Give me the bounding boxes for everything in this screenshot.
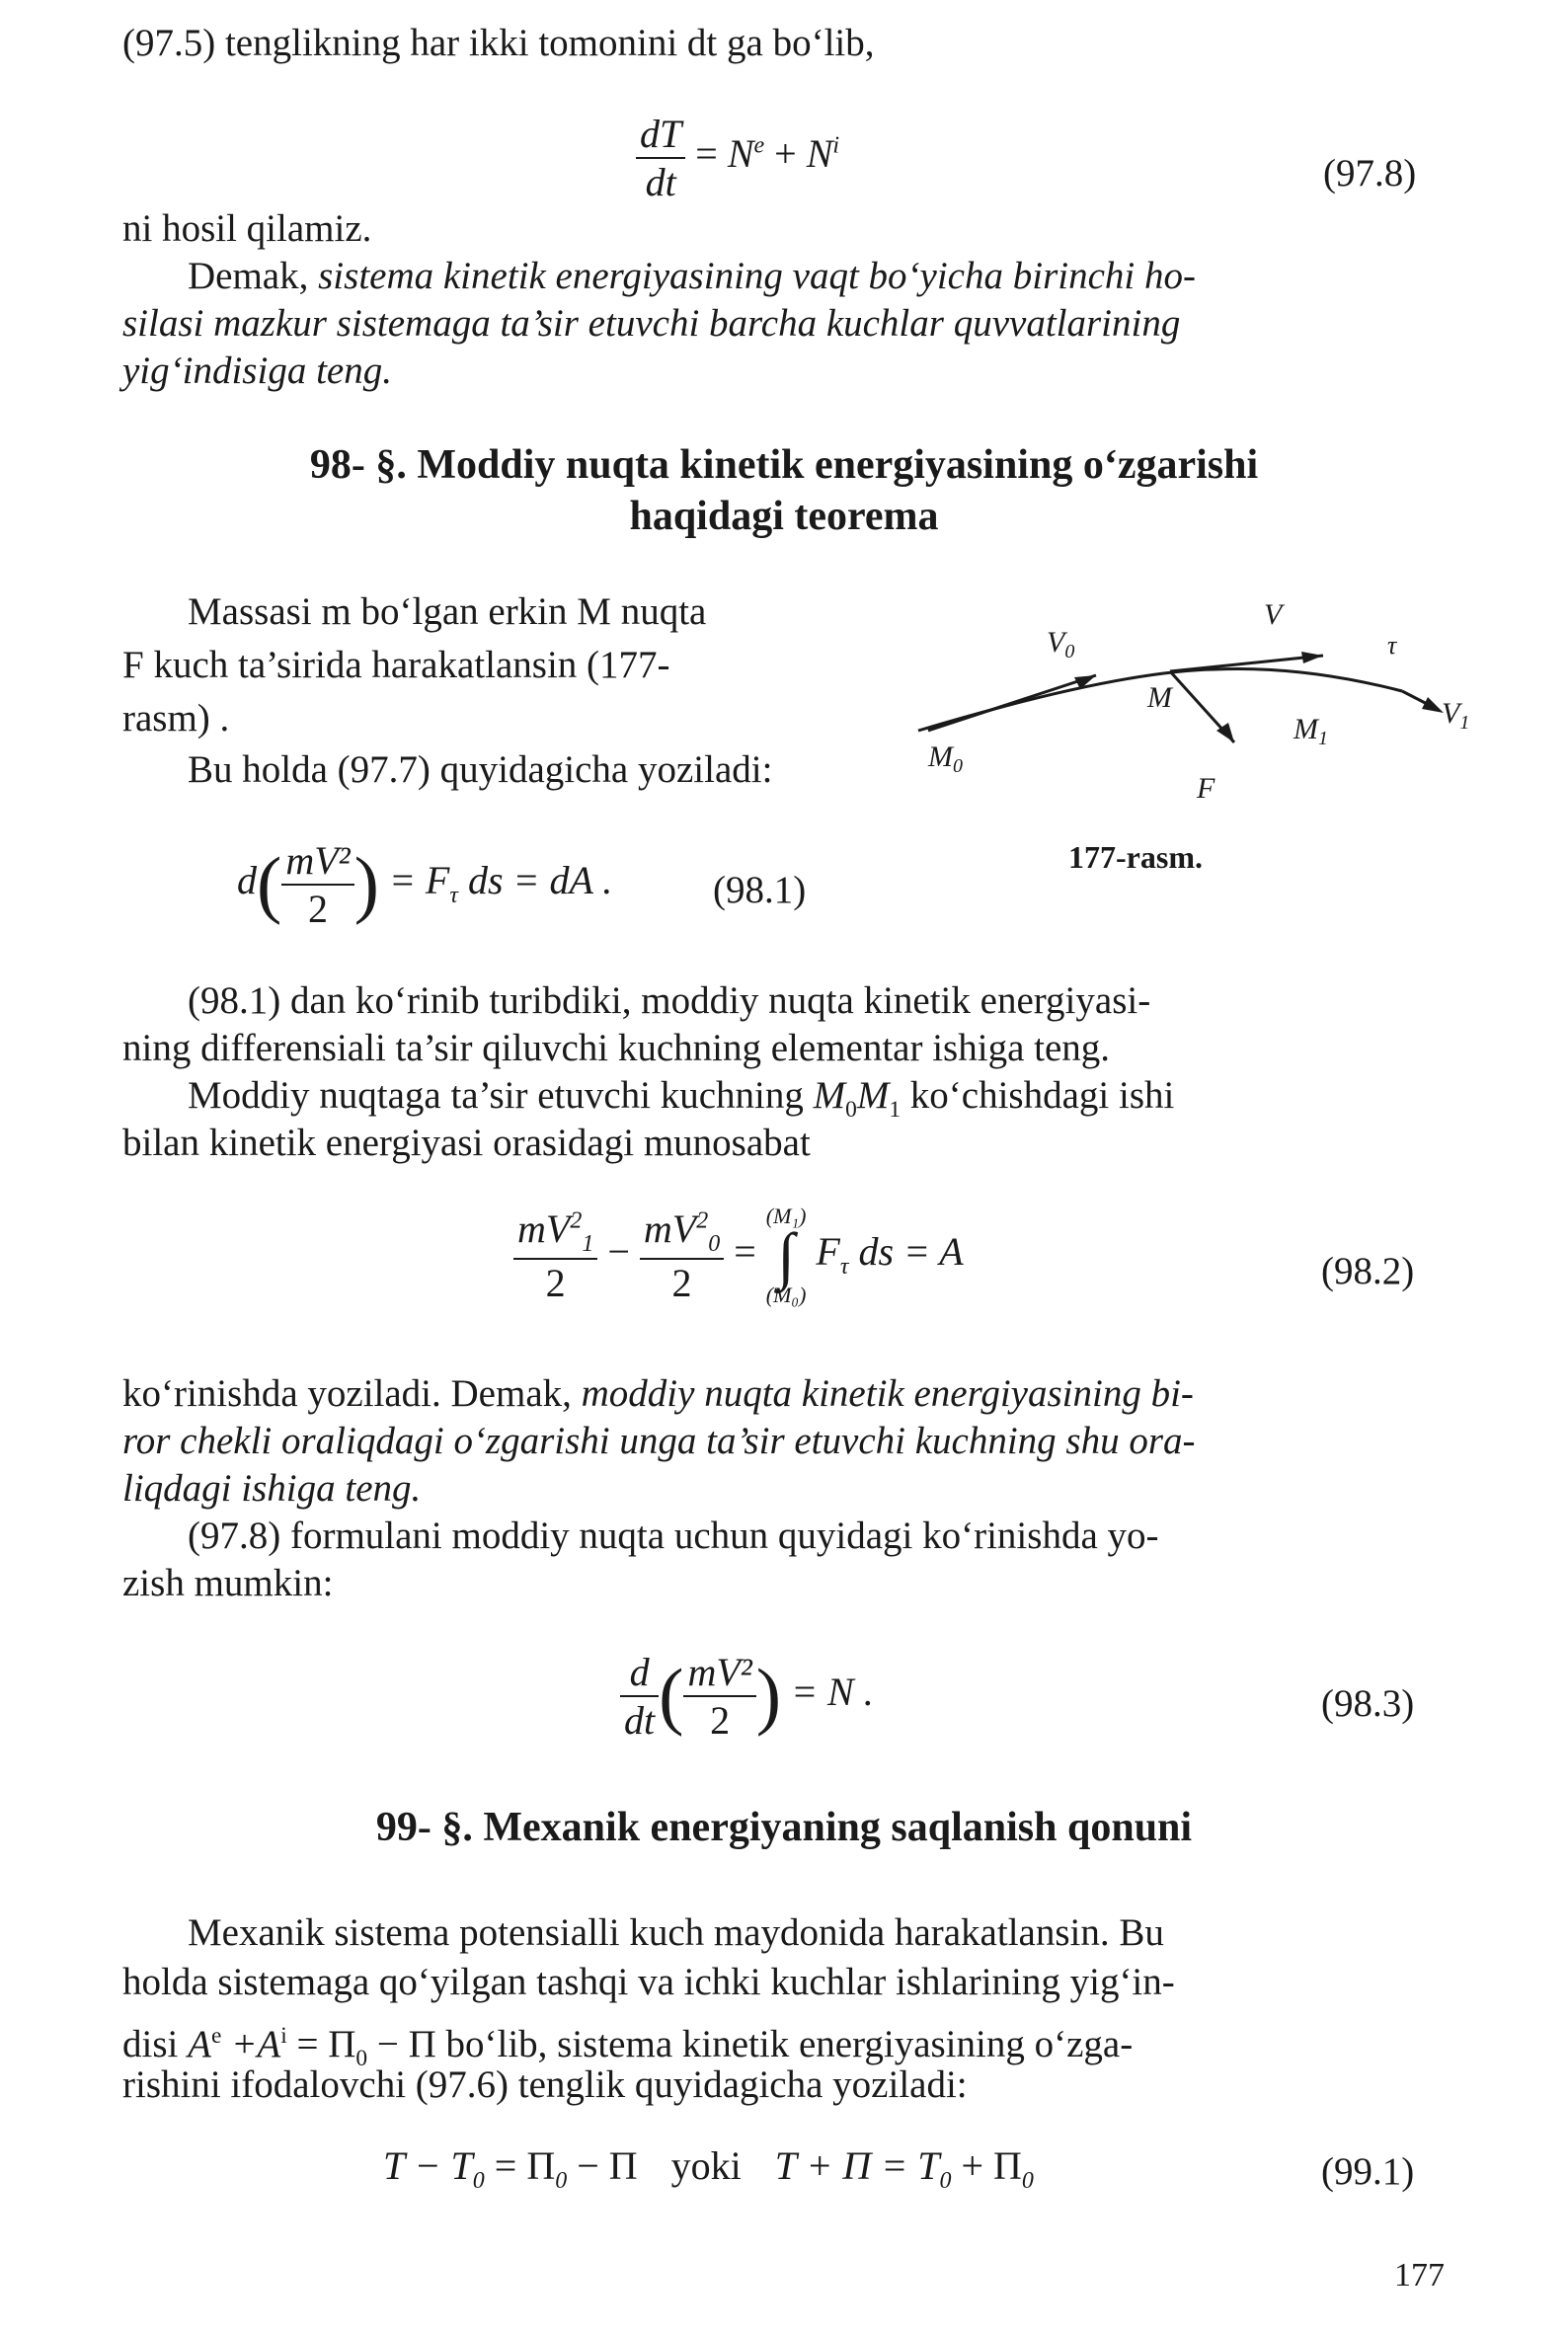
- intro-line: (97.5) tenglikning har ikki tomonini dt ga bo‘lib,: [122, 22, 875, 64]
- label-tau: τ: [1387, 631, 1397, 660]
- p4-line-1: ko‘rinishda yoziladi. Demak, moddiy nuqta kinetik energiyasining bi-: [122, 1372, 1194, 1415]
- p3-line-3: Moddiy nuqtaga ta’sir etuvchi kuchning $M_0M_1$ ko‘chishdagi ishi: [188, 1074, 1175, 1123]
- equation-label-98-1: (98.1): [713, 869, 807, 911]
- p3-line-4: bilan kinetik energiyasi orasidagi munosabat: [122, 1122, 811, 1164]
- p4-line-2: ror chekli oraliqdagi o‘zgarishi unga ta’sir etuvchi kuchning shu ora-: [122, 1420, 1196, 1462]
- p1-line-1: ni hosil qilamiz.: [122, 207, 372, 250]
- p5-line-3: disi $A^e +A^i = \Pi_0 - \Pi$ bo‘lib, sistema kinetik energiyasining o‘zga-: [122, 2023, 1134, 2071]
- label-m: M: [1147, 681, 1172, 714]
- equation-label-99-1: (99.1): [1321, 2150, 1415, 2193]
- figure-177: [889, 592, 1501, 829]
- p1-line-3: silasi mazkur sistemaga ta’sir etuvchi barcha kuchlar quvvatlarining: [122, 302, 1181, 345]
- fraction-mv2-2-b: $\frac{\text{mV²}}{2}$: [683, 1649, 755, 1744]
- p4-line-5: zish mumkin:: [122, 1562, 334, 1604]
- section-99-title: 99- §. Mexanik energiyaning saqlanish qonuni: [375, 1805, 1193, 1850]
- p2-line-4: Bu holda (97.7) quyidagicha yoziladi:: [188, 748, 773, 791]
- equation-label-97-8: (97.8): [1323, 152, 1417, 194]
- page-number: 177: [1394, 2257, 1445, 2293]
- p3-line-2: ning differensiali ta’sir qiluvchi kuchning elementar ishiga teng.: [122, 1027, 1111, 1069]
- label-v0: $V_0$: [1047, 626, 1075, 662]
- label-v: V: [1264, 598, 1283, 631]
- label-f: F: [1197, 772, 1215, 805]
- section-98-title-2: haqidagi teorema: [629, 494, 939, 539]
- equation-label-98-3: (98.3): [1321, 1682, 1415, 1725]
- fraction-d-dt: $\frac{d}{dt}$: [620, 1649, 659, 1744]
- label-m1: $M_1$: [1294, 713, 1328, 749]
- p5-line-2: holda sistemaga qo‘yilgan tashqi va ichki kuchlar ishlarining yig‘in-: [122, 1961, 1175, 2003]
- fraction-mv2-2: $\frac{\text{mV²}}{2}$: [281, 837, 353, 932]
- fraction-mv1-2: $\frac{mV^2_1}{2}$: [513, 1205, 597, 1306]
- p3-line-1: (98.1) dan ko‘rinib turibdiki, moddiy nuqta kinetik energiyasi-: [188, 979, 1151, 1022]
- equation-98-3: $\frac{d}{dt}$ ( $\frac{\text{mV²}}{2}$ ) = N .: [620, 1649, 874, 1744]
- label-m0: $M_0$: [928, 740, 963, 777]
- integral-sign: (M₁) ∫ (M₀): [765, 1204, 807, 1307]
- p4-line-3: liqdagi ishiga teng.: [122, 1467, 422, 1510]
- equation-label-98-2: (98.2): [1321, 1250, 1415, 1292]
- velocity-v0-vector: [928, 675, 1096, 731]
- p2-line-2: F kuch ta’sirida harakatlansin (177-: [122, 644, 670, 686]
- equation-98-1: d( $\frac{\text{mV²}}{2}$ ) = $F_\tau$ ds = dA .: [237, 838, 613, 931]
- p1-line-4: yig‘indisiga teng.: [122, 350, 392, 392]
- p5-line-4: rishini ifodalovchi (97.6) tenglik quyidagicha yoziladi:: [122, 2063, 968, 2106]
- equation-98-2: $\frac{mV^2_1}{2}$ − $\frac{mV^2_0}{2}$ = (M₁) ∫ (M₀) $F_\tau$ ds = A: [513, 1205, 964, 1307]
- equation-97-8: $\frac{dT}{dt}$ = $N^e + N^i$: [636, 111, 839, 205]
- fraction-denominator: dt: [645, 160, 676, 204]
- p2-line-1: Massasi m bo‘lgan erkin M nuqta: [188, 590, 707, 633]
- p1-line-2: Demak, sistema kinetik energiyasining vaqt bo‘yicha birinchi ho-: [188, 255, 1196, 297]
- fraction-dT-dt: [636, 111, 685, 205]
- arrowhead-v: [1301, 652, 1323, 663]
- figure-caption: 177-rasm.: [1068, 839, 1203, 875]
- eq-term-ne: $N^e$: [727, 131, 765, 177]
- arrowhead-v1: [1422, 697, 1444, 713]
- section-98-title-1: 98- §. Moddiy nuqta kinetik energiyasining o‘zgarishi: [309, 442, 1259, 488]
- label-v1: $V_1$: [1442, 697, 1470, 734]
- p5-line-1: Mexanik sistema potensialli kuch maydonida harakatlansin. Bu: [188, 1911, 1164, 1954]
- eq-term-ni: $N^i$: [806, 131, 840, 177]
- fraction-numerator: dT: [636, 111, 685, 159]
- p2-line-3: rasm) .: [122, 697, 230, 739]
- fraction-mv0-2: $\frac{mV^2_0}{2}$: [640, 1205, 724, 1306]
- equation-99-1: $T - T_0 = \Pi_0 - \Pi$ yoki $T + \Pi = T_0 + \Pi_0$: [383, 2143, 1034, 2194]
- p4-line-4: (97.8) formulani moddiy nuqta uchun quyidagi ko‘rinishda yo-: [188, 1515, 1159, 1557]
